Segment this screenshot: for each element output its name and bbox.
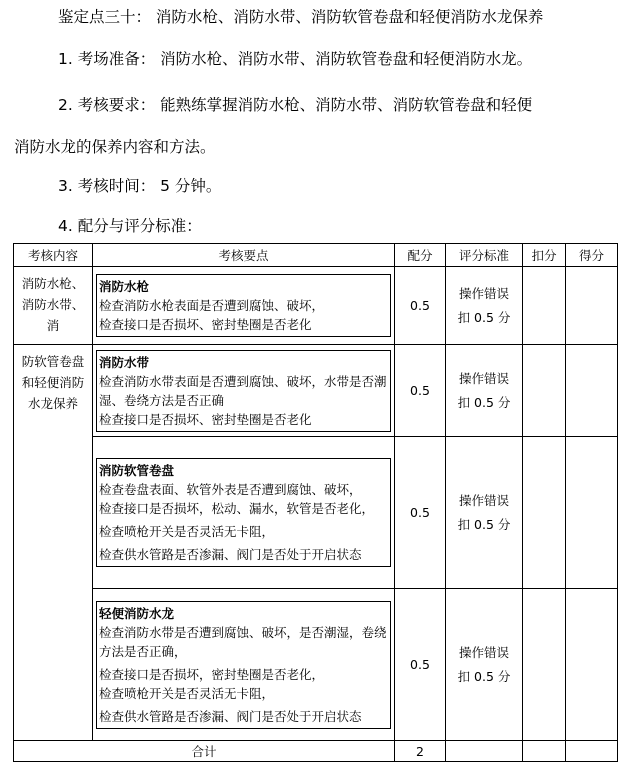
section-title: 鉴定点三十： 消防水枪、消防水带、消防软管卷盘和轻便消防水龙保养 — [58, 8, 544, 26]
point-title: 轻便消防水龙 — [99, 605, 175, 621]
table-row — [14, 437, 618, 589]
got-cell — [566, 589, 618, 741]
total-score: 2 — [395, 741, 446, 762]
scoring-table — [13, 243, 618, 762]
got-cell — [566, 437, 618, 589]
score-cell: 0.5 — [395, 345, 446, 437]
header-deduct: 扣分 — [523, 244, 566, 267]
deduct-cell — [523, 267, 566, 345]
got-cell — [566, 345, 618, 437]
point-title: 消防水枪 — [99, 279, 150, 294]
table-header-row — [14, 244, 618, 267]
standard-cell: 操作错误扣 0.5 分 — [446, 345, 523, 437]
table-row — [14, 589, 618, 741]
exam-requirement-line2: 消防水龙的保养内容和方法。 — [14, 138, 216, 156]
standard-cell: 操作错误扣 0.5 分 — [446, 437, 523, 589]
deduct-cell — [523, 345, 566, 437]
point-line: 检查卷盘表面、软管外表是否遭到腐蚀、破坏， — [99, 482, 362, 497]
standard-cell: 操作错误扣 0.5 分 — [446, 267, 523, 345]
scoring-heading: 4. 配分与评分标准： — [58, 217, 202, 235]
points-cell — [93, 267, 395, 345]
deduct-cell — [523, 589, 566, 741]
points-cell — [93, 437, 395, 589]
point-line: 检查消防水带是否遭到腐蚀、破坏，是否潮湿，卷绕方法是否正确， — [99, 624, 387, 659]
total-got-cell — [566, 741, 618, 762]
header-standard: 评分标准 — [446, 244, 523, 267]
point-line: 检查消防水带表面是否遭到腐蚀、破坏，水带是否潮湿、卷绕方法是否正确 — [99, 373, 387, 408]
table-row — [14, 345, 618, 437]
total-deduct-cell — [523, 741, 566, 762]
score-cell: 0.5 — [395, 589, 446, 741]
point-line: 检查消防水枪表面是否遭到腐蚀、破坏， — [99, 298, 325, 313]
point-line: 检查供水管路是否渗漏、阀门是否处于开启状态 — [99, 708, 362, 724]
header-content: 考核内容 — [14, 244, 93, 267]
point-line: 检查接口是否损坏，松动、漏水，软管是否老化， — [99, 501, 375, 516]
point-line: 检查喷枪开关是否灵活无卡阻， — [99, 685, 275, 701]
got-cell — [566, 267, 618, 345]
exam-requirement-line1: 2. 考核要求： 能熟练掌握消防水枪、消防水带、消防软管卷盘和轻便 — [58, 96, 533, 114]
exam-preparation: 1. 考场准备： 消防水枪、消防水带、消防软管卷盘和轻便消防水龙。 — [58, 50, 533, 68]
point-title: 消防水带 — [99, 354, 150, 370]
point-line: 检查供水管路是否渗漏、阀门是否处于开启状态 — [99, 547, 362, 562]
content-cell: 防软管卷盘和轻便消防水龙保养 — [14, 345, 93, 741]
table-row — [14, 267, 618, 345]
total-label: 合计 — [14, 741, 395, 762]
exam-time: 3. 考核时间： 5 分钟。 — [58, 177, 222, 195]
standard-cell: 操作错误扣 0.5 分 — [446, 589, 523, 741]
total-row — [14, 741, 618, 762]
point-line: 检查接口是否损坏，密封垫圈是否老化， — [99, 666, 325, 682]
deduct-cell — [523, 437, 566, 589]
point-line: 检查喷枪开关是否灵活无卡阻， — [99, 524, 275, 539]
content-cell: 消防水枪、消防水带、消 — [14, 267, 93, 345]
header-score: 配分 — [395, 244, 446, 267]
header-got: 得分 — [566, 244, 618, 267]
header-points: 考核要点 — [93, 244, 395, 267]
score-cell: 0.5 — [395, 267, 446, 345]
points-cell — [93, 345, 395, 437]
total-standard-cell — [446, 741, 523, 762]
points-cell — [93, 589, 395, 741]
point-title: 消防软管卷盘 — [99, 463, 175, 478]
score-cell: 0.5 — [395, 437, 446, 589]
point-line: 检查接口是否损坏、密封垫圈是否老化 — [99, 317, 312, 332]
point-line: 检查接口是否损坏、密封垫圈是否老化 — [99, 411, 312, 427]
